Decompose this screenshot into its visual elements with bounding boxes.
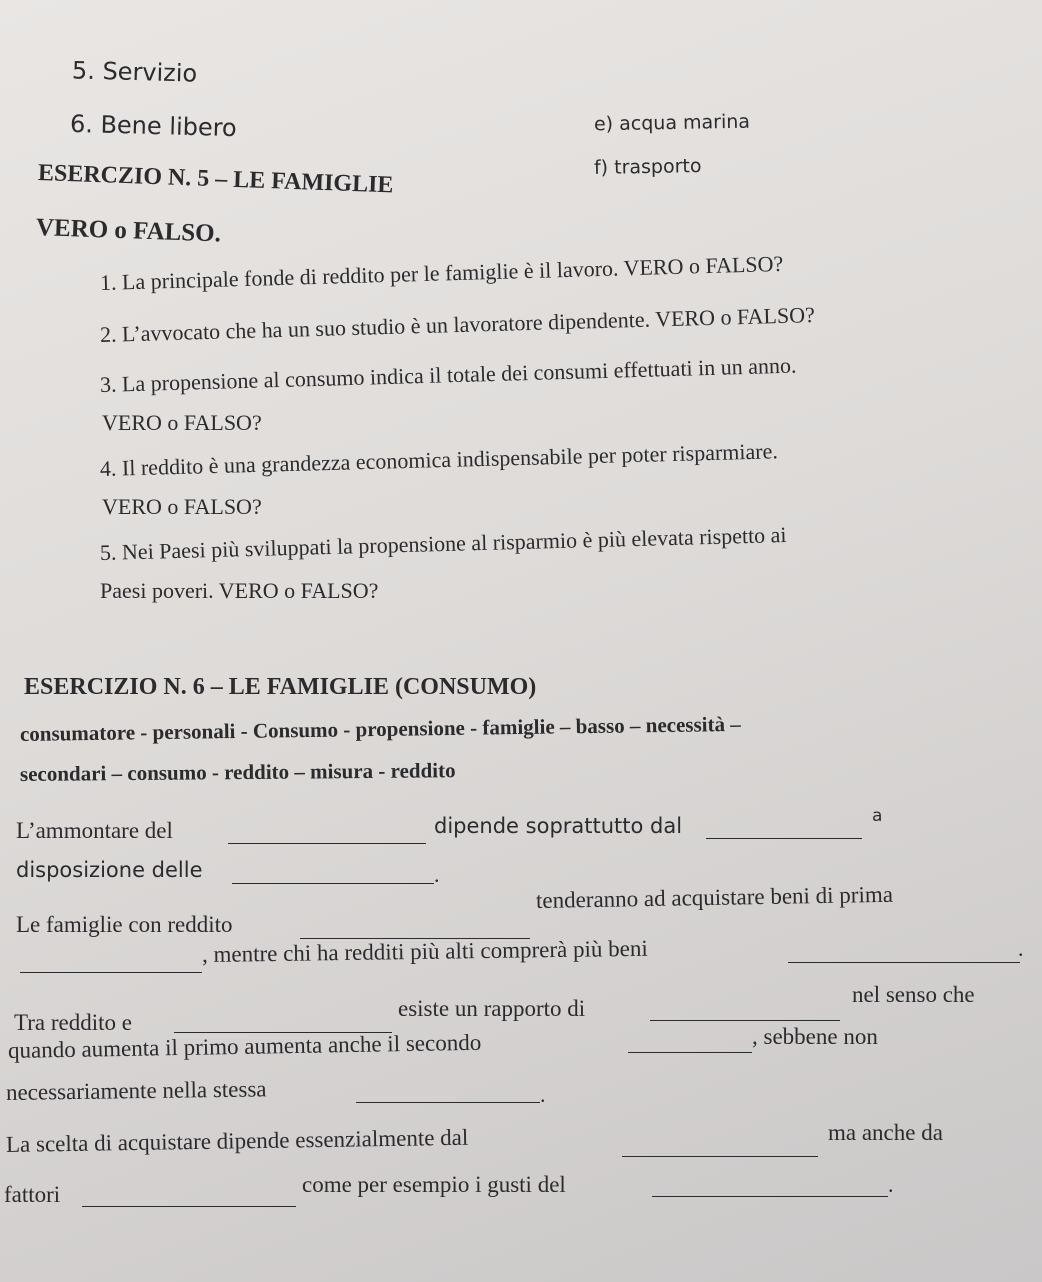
sentence-3-line2: quando aumenta il primo aumenta anche il secondo [7,1029,482,1063]
sentence-1-dot: . [434,862,440,887]
sentence-1-a: a [872,806,883,826]
sentence-4-dot: . [888,1172,894,1197]
word-bank-line2: secondari – consumo - reddito – misura - reddito [19,758,456,786]
exercise-5-subtitle: VERO o FALSO. [35,214,222,248]
sentence-3-start: Tra reddito e [14,1010,132,1035]
sentence-4-line2: fattori [4,1182,61,1207]
sentence-2-end: , mentre chi ha redditi più alti comprerà più beni [201,935,648,967]
sentence-4-mid: ma anche da [828,1120,943,1145]
sentence-2-mid: tenderanno ad acquistare beni di prima [535,881,894,913]
sentence-1-start: L’ammontare del [16,818,173,843]
exercise-6-title: ESERCIZIO N. 6 – LE FAMIGLIE (CONSUMO) [24,674,537,700]
blank-9[interactable] [628,1052,752,1053]
question-5-line1: 5. Nei Paesi più sviluppati la propensione al risparmio è più elevata rispetto ai [99,522,787,565]
blank-3[interactable] [232,883,434,884]
blank-5[interactable] [20,972,202,973]
sentence-3-end1: nel senso che [852,982,975,1007]
exercise-5-title: ESERCZIO N. 5 – LE FAMIGLIE [37,160,394,199]
blank-6[interactable] [788,962,1020,963]
blank-12[interactable] [82,1206,296,1207]
sentence-4-start: La scelta di acquistare dipende essenzialmente dal [5,1124,469,1157]
list-item-servizio: 5. Servizio [71,56,198,88]
sentence-1-mid: dipende soprattutto dal [434,814,683,838]
blank-2[interactable] [706,838,862,839]
blank-13[interactable] [652,1196,888,1197]
question-5-line2: Paesi poveri. VERO o FALSO? [100,578,379,603]
sentence-2-start: Le famiglie con reddito [16,912,233,937]
blank-10[interactable] [356,1102,540,1103]
word-bank-line1: consumatore - personali - Consumo - propensione - famiglie – basso – necessità – [19,711,741,746]
sentence-3-dot: . [540,1082,546,1107]
question-3-line2: VERO o FALSO? [102,410,262,435]
blank-1[interactable] [228,843,426,844]
sentence-3-line3: necessariamente nella stessa [5,1076,267,1105]
option-f: f) trasporto [593,155,702,179]
sentence-3-mid: esiste un rapporto di [398,996,586,1021]
sentence-3-end2: , sebbene non [752,1024,878,1049]
question-1: 1. La principale fonde di reddito per le famiglie è il lavoro. VERO o FALSO? [99,250,784,295]
question-2: 2. L’avvocato che ha un suo studio è un lavoratore dipendente. VERO o FALSO? [99,302,816,347]
question-4-line2: VERO o FALSO? [102,494,262,519]
question-3-line1: 3. La propensione al consumo indica il totale dei consumi effettuati in un anno. [99,352,797,397]
sentence-1-end: disposizione delle [16,858,203,882]
sentence-2-dot: . [1018,936,1024,961]
list-item-bene-libero: 6. Bene libero [69,109,238,143]
blank-11[interactable] [622,1156,818,1157]
sentence-4-end: come per esempio i gusti del [302,1172,566,1197]
blank-8[interactable] [650,1020,840,1021]
option-e: e) acqua marina [593,110,751,136]
question-4-line1: 4. Il reddito è una grandezza economica indispensabile per poter risparmiare. [99,438,779,481]
